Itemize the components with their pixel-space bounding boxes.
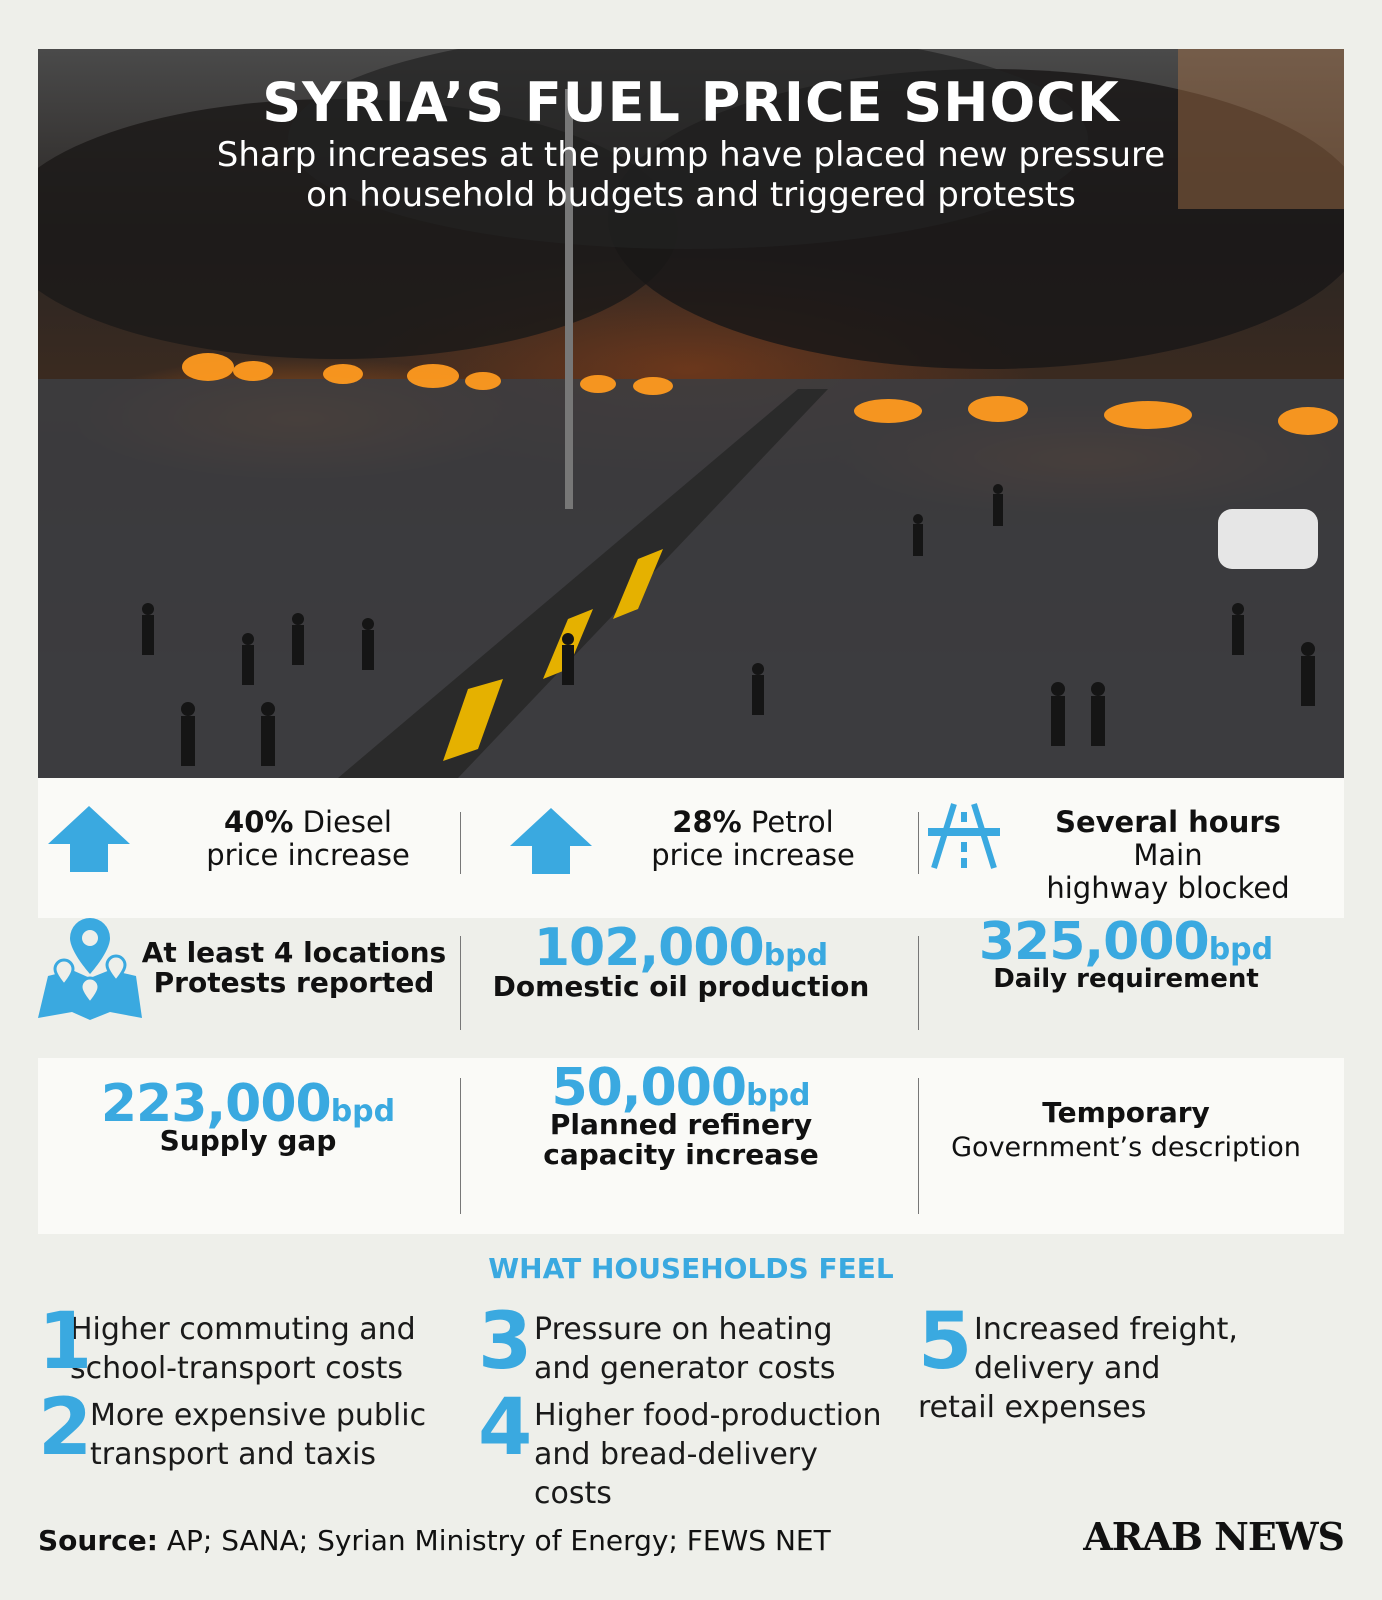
item-number: 4 xyxy=(478,1383,533,1473)
item-line-1: Pressure on heating xyxy=(534,1312,833,1347)
stat-locations xyxy=(38,918,473,1056)
stat-domestic-production xyxy=(473,918,908,1056)
item-line-2: transport and taxis xyxy=(90,1437,376,1472)
brand-logo: ARAB NEWS xyxy=(1083,1514,1344,1559)
item-number: 1 xyxy=(38,1297,93,1387)
divider xyxy=(918,812,919,874)
page-title: SYRIA’S FUEL PRICE SHOCK xyxy=(262,71,1120,134)
divider xyxy=(460,812,461,874)
road-block-icon xyxy=(928,802,1000,870)
temporary-label: Temporary xyxy=(1042,1096,1210,1129)
list-item xyxy=(478,1383,898,1513)
domestic-unit: bpd xyxy=(763,938,829,973)
diesel-line2: price increase xyxy=(206,838,410,872)
page-subtitle xyxy=(38,135,1344,215)
section-title: WHAT HOUSEHOLDS FEEL xyxy=(488,1252,894,1285)
diesel-label: Diesel xyxy=(293,805,392,839)
item-line-1: Higher commuting and xyxy=(70,1312,416,1347)
source-note xyxy=(38,1524,831,1557)
subtitle-line-2: on household budgets and triggered protests xyxy=(306,175,1076,215)
petrol-percent: 28% xyxy=(672,805,742,839)
arrow-up-icon xyxy=(510,808,592,874)
source-text: AP; SANA; Syrian Ministry of Energy; FEWS NET xyxy=(157,1524,831,1557)
locations-label: Protests reported xyxy=(153,966,435,999)
domestic-value: 102,000 xyxy=(533,918,764,978)
stats-row-2 xyxy=(38,912,1344,1056)
gap-label: Supply gap xyxy=(159,1124,337,1157)
stat-refinery-capacity xyxy=(473,1058,908,1234)
divider xyxy=(918,936,919,1030)
refinery-unit: bpd xyxy=(746,1078,811,1113)
item-line-2: and bread-delivery costs xyxy=(534,1437,818,1511)
requirement-unit: bpd xyxy=(1208,932,1274,967)
item-line-1: Higher food-production xyxy=(534,1398,882,1433)
map-pins-icon xyxy=(38,918,142,1022)
hero-photo xyxy=(38,49,1344,778)
subtitle-line-1: Sharp increases at the pump have placed new pressure xyxy=(216,135,1166,175)
divider xyxy=(918,1078,919,1214)
refinery-value: 50,000 xyxy=(551,1058,747,1118)
arrow-up-icon xyxy=(48,806,130,872)
stat-government-description xyxy=(908,1058,1343,1234)
gap-value: 223,000 xyxy=(100,1074,331,1134)
list-item xyxy=(38,1383,438,1474)
item-line-1: Increased freight, xyxy=(974,1312,1238,1347)
list-item xyxy=(918,1297,1338,1427)
gap-unit: bpd xyxy=(330,1094,396,1129)
refinery-label-1: Planned refinery xyxy=(549,1108,813,1141)
item-line-2: school-transport costs xyxy=(70,1351,404,1386)
government-description-label: Government’s description xyxy=(951,1132,1301,1163)
item-line-2: and generator costs xyxy=(534,1351,836,1386)
diesel-percent: 40% xyxy=(224,805,294,839)
stat-petrol xyxy=(473,778,908,918)
refinery-label-2: capacity increase xyxy=(543,1138,819,1171)
item-number: 3 xyxy=(478,1297,533,1387)
requirement-value: 325,000 xyxy=(978,912,1209,972)
list-item xyxy=(478,1297,898,1388)
item-line-2: delivery and xyxy=(974,1351,1161,1386)
stats-row-3 xyxy=(38,1058,1344,1234)
requirement-label: Daily requirement xyxy=(993,964,1259,994)
list-item xyxy=(38,1297,438,1388)
stat-highway xyxy=(908,778,1343,918)
highway-label: Main xyxy=(1133,838,1203,872)
stat-daily-requirement xyxy=(908,912,1343,1056)
locations-count: At least 4 locations xyxy=(141,936,447,969)
divider xyxy=(460,936,461,1030)
petrol-label: Petrol xyxy=(741,805,834,839)
source-label: Source: xyxy=(38,1524,158,1557)
item-number: 2 xyxy=(38,1383,93,1473)
domestic-label: Domestic oil production xyxy=(492,970,870,1003)
stat-supply-gap xyxy=(38,1058,473,1234)
stats-row-1 xyxy=(38,778,1344,918)
item-number: 5 xyxy=(918,1297,973,1387)
item-line-3: retail expenses xyxy=(918,1390,1147,1425)
petrol-line2: price increase xyxy=(651,838,855,872)
highway-duration: Several hours xyxy=(1055,805,1281,839)
divider xyxy=(460,1078,461,1214)
item-line-1: More expensive public xyxy=(90,1398,427,1433)
stat-diesel xyxy=(38,778,473,918)
highway-line2: highway blocked xyxy=(1046,871,1290,905)
